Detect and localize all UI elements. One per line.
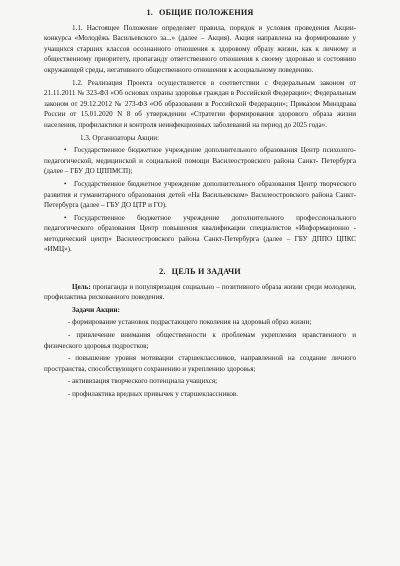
task-item: - привлечение внимания общественности к проблемам укрепления нравственного и физического здоровья подростков;	[44, 331, 356, 350]
goal-label: Цель:	[72, 282, 91, 291]
task-item: - формирование установок подрастающего поколения на здоровый образ жизни;	[68, 318, 312, 327]
section-spacer	[44, 257, 356, 267]
task-item: - повышение уровня мотивации старшеклассников, направленной на создание личного пространства, способствующего сохранению и укреплению здоровья;	[44, 354, 356, 373]
paragraph-1-1: 1.1. Настоящее Положение определяет правила, порядок и условия проведения Акции-конкурса «Молодёжь Васильевского за...» (далее – Акция). Акция направлена на формирование у учащихся старших классов осознанного отношения к здоровому образу жизни, как к личному и общественному приоритету, пропаганду ответственного отношения к своему здоровью и состоянию окружающей среды, негативного общественного отношения к асоциальному поведению.	[44, 23, 356, 74]
section-1-number: 1.	[146, 8, 154, 17]
section-1-title: ОБЩИЕ ПОЛОЖЕНИЯ	[159, 8, 254, 17]
bullet-icon: •	[64, 213, 67, 222]
organizer-item: • Государственное бюджетное учреждение дополнительного образования Центр творческого развития и гуманитарного образования детей «На Васильевском» Василеостровского района Санкт-Петербурга (далее – ГБУ ДО ЦТР и ГО).	[44, 179, 356, 210]
organizer-item: • Государственное бюджетное учреждение дополнительного профессионального педагогического образования Центр повышения квалификации специалистов «Информационно - методический центр» Василеостровского района Санкт-Петербурга (далее – ГБУ ДППО ЦПКС «ИМЦ»).	[44, 213, 356, 254]
section-1-heading	[44, 8, 356, 19]
tasks-label: Задачи Акции:	[72, 305, 120, 314]
paragraph-1-3: 1.3. Организаторы Акции:	[80, 133, 160, 142]
bullet-icon: •	[64, 179, 67, 188]
goal-text: пропаганда и популяризация социально – позитивного образа жизни среди молодежи, профилактика рискованного поведения.	[44, 282, 356, 302]
section-2-title: ЦЕЛЬ И ЗАДАЧИ	[171, 267, 241, 277]
organizers-list	[44, 145, 356, 255]
paragraph-1-2: 1.2. Реализация Проекта осуществляется в соответствии с Федеральным законом от 21.11.2011 № 323-ФЗ «Об основах охраны здоровья граждан в Российской Федерации»; Федеральным законом от 29.12.2012 № 273-ФЗ «Об образовании в Российской Федерации»; Приказом Минздрава России от 15.01.2020 N 8 об утверждении «Стратегии формирования здорового образа жизни населения, профилактики и контроля неинфекционных заболеваний на период до 2025 года».	[44, 78, 356, 129]
organizer-item: • Государственное бюджетное учреждение дополнительного образования Центр психолого-педагогической, медицинской и социальной помощи Василеостровского района Санкт- Петербурга (далее – ГБУ ДО ЦППМСП);	[44, 146, 356, 176]
task-item: - профилактика вредных привычек у старшеклассников.	[68, 390, 238, 398]
goal-paragraph	[44, 282, 356, 303]
bullet-icon: •	[64, 146, 67, 155]
section-2-heading	[44, 267, 356, 278]
section-2-number: 2.	[159, 267, 166, 277]
task-item: - активизация творческого потенциала учащихся;	[68, 377, 218, 386]
